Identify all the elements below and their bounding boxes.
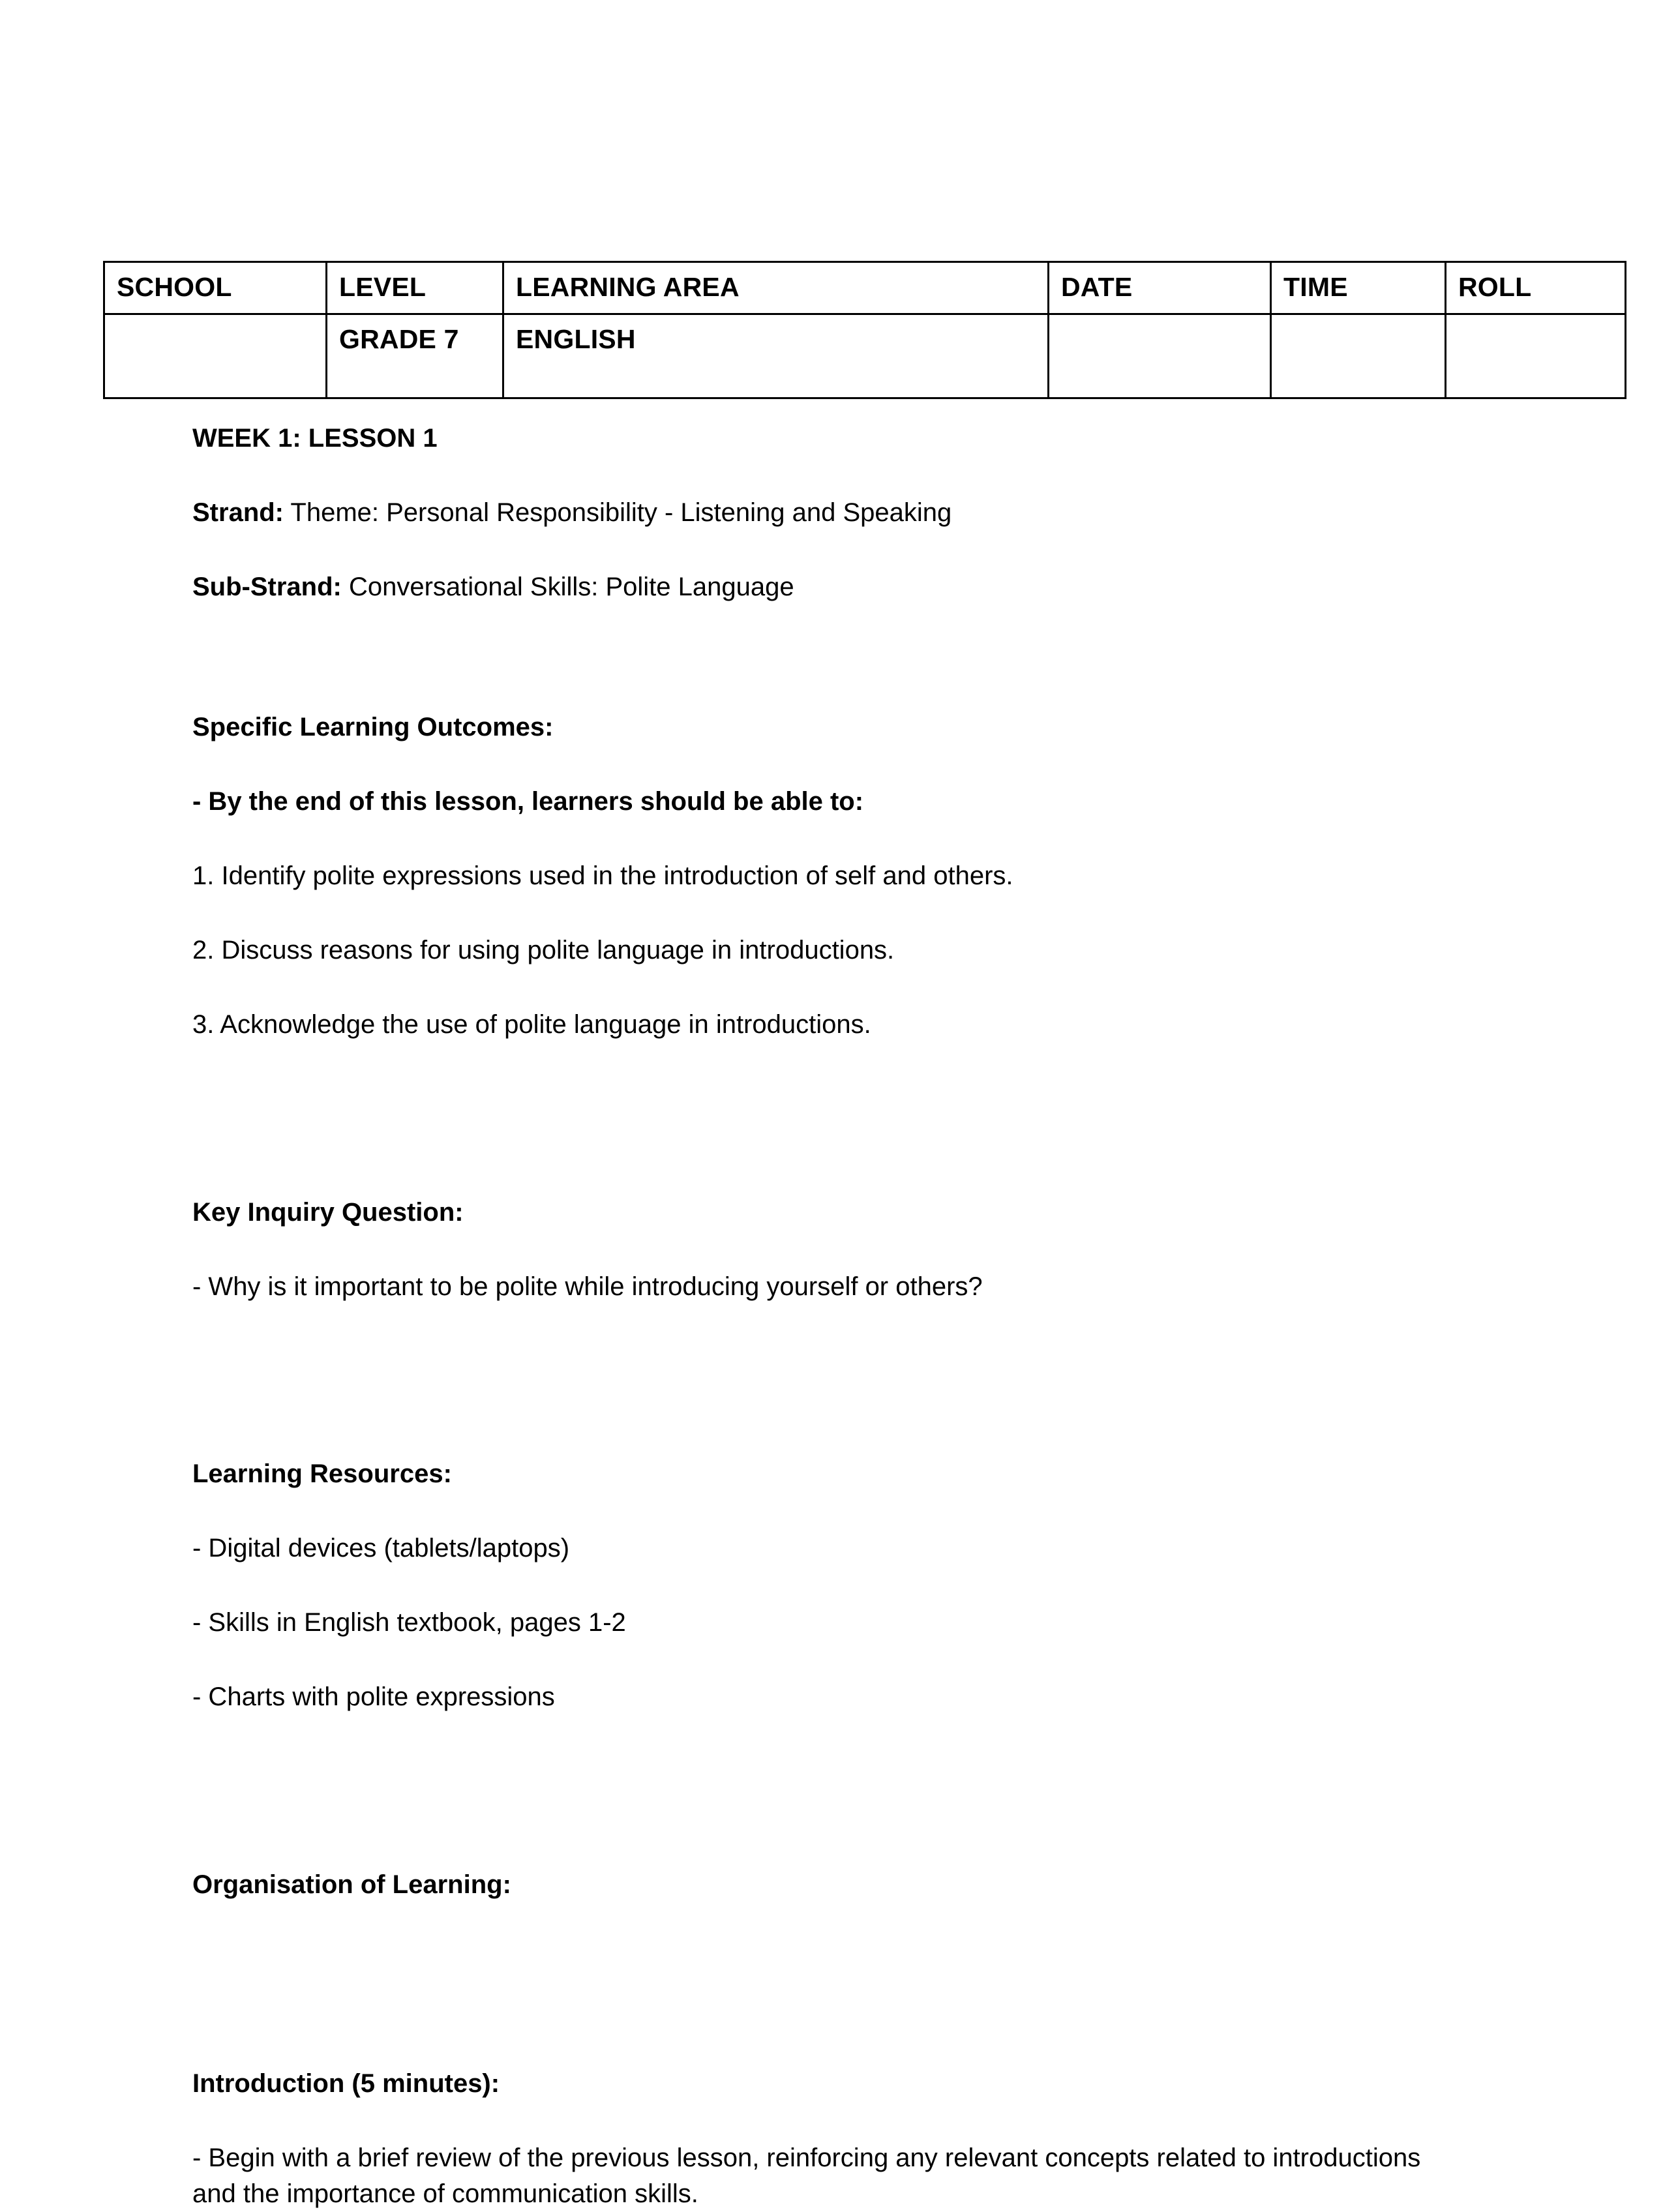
substrand-line — [192, 569, 1412, 605]
strand-label: Strand: — [192, 498, 284, 528]
cell-school[interactable] — [104, 314, 327, 398]
substrand-value: Conversational Skills: Polite Language — [341, 573, 794, 602]
column-header-time: TIME — [1271, 262, 1446, 314]
learning-resources-heading: Learning Resources: — [192, 1459, 452, 1488]
table-row — [104, 314, 1626, 398]
organisation-of-learning-heading: Organisation of Learning: — [192, 1870, 511, 1899]
key-inquiry-heading: Key Inquiry Question: — [192, 1197, 464, 1227]
resource-item-1: - Digital devices (tablets/laptops) — [192, 1534, 570, 1563]
column-header-school: SCHOOL — [104, 262, 327, 314]
cell-date[interactable] — [1049, 314, 1271, 398]
outcome-item-2: 2. Discuss reasons for using polite language in introductions. — [192, 936, 895, 965]
introduction-heading: Introduction (5 minutes): — [192, 2069, 500, 2098]
cell-time[interactable] — [1271, 314, 1446, 398]
key-inquiry-question: - Why is it important to be polite while introducing yourself or others? — [192, 1272, 983, 1301]
outcome-item-3: 3. Acknowledge the use of polite language in introductions. — [192, 1010, 871, 1039]
resource-item-2: - Skills in English textbook, pages 1-2 — [192, 1608, 626, 1637]
week-lesson-heading: WEEK 1: LESSON 1 — [192, 424, 438, 453]
cell-roll[interactable] — [1446, 314, 1626, 398]
strand-value: Theme: Personal Responsibility - Listening and Speaking — [284, 498, 952, 528]
column-header-learning-area: LEARNING AREA — [503, 262, 1049, 314]
resource-item-3: - Charts with polite expressions — [192, 1682, 555, 1712]
cell-level[interactable]: GRADE 7 — [327, 314, 503, 398]
lesson-header-table — [103, 261, 1626, 399]
column-header-roll: ROLL — [1446, 262, 1626, 314]
introduction-body: - Begin with a brief review of the previous lesson, reinforcing any relevant concepts related to introductions and the importance of communication skills. — [192, 2144, 1428, 2209]
table-header-row — [104, 262, 1626, 314]
substrand-label: Sub-Strand: — [192, 573, 342, 602]
strand-line — [192, 495, 1412, 531]
column-header-level: LEVEL — [327, 262, 503, 314]
specific-learning-outcomes-heading: Specific Learning Outcomes: — [192, 712, 554, 741]
outcomes-intro: - By the end of this lesson, learners should be able to: — [192, 786, 864, 816]
column-header-date: DATE — [1049, 262, 1271, 314]
lesson-body — [192, 421, 1428, 2212]
cell-learning-area[interactable]: ENGLISH — [503, 314, 1049, 398]
outcome-item-1: 1. Identify polite expressions used in the introduction of self and others. — [192, 861, 1013, 890]
